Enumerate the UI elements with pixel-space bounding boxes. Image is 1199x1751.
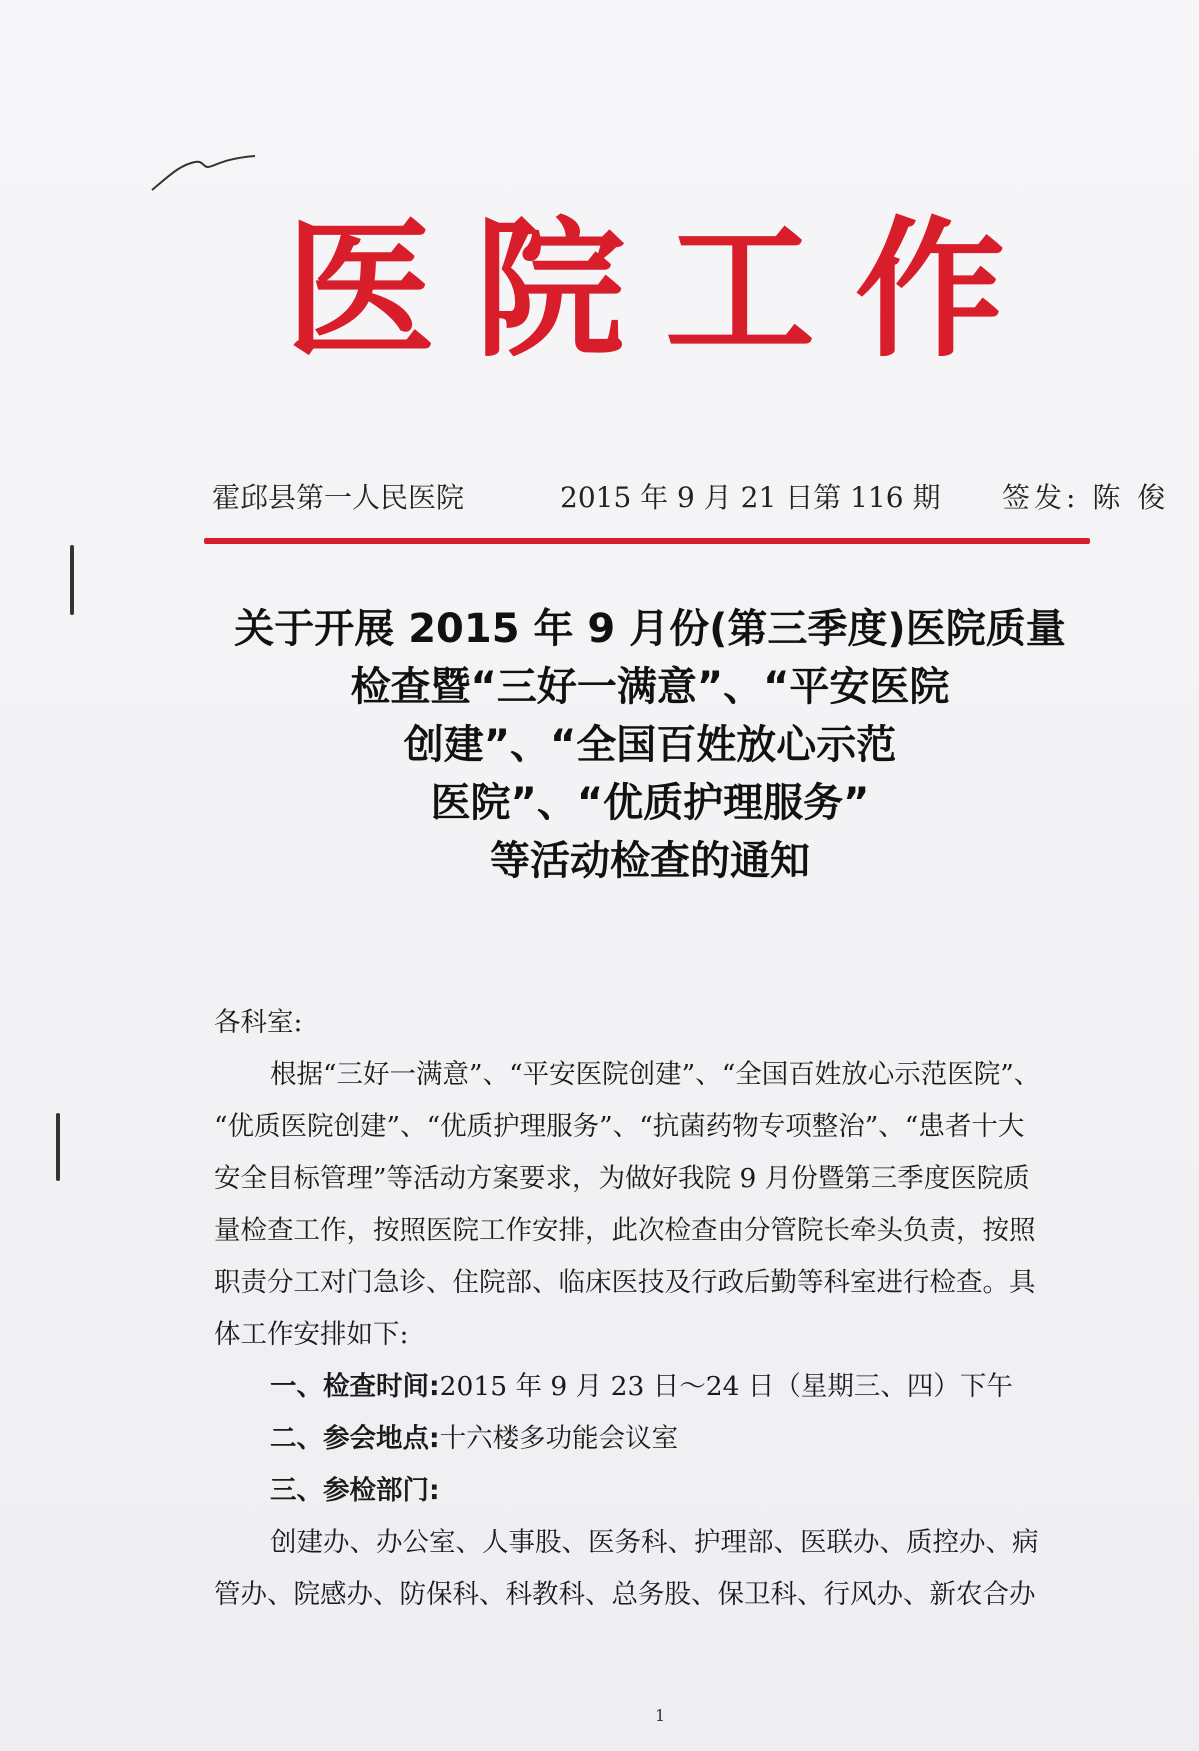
issue-date-number: 2015 年 9 月 21 日第 116 期 — [560, 481, 941, 514]
paragraph-line: 根据“三好一满意”、“平安医院创建”、“全国百姓放心示范医院”、 — [270, 1059, 1041, 1090]
item-label: 三、参检部门: — [270, 1475, 440, 1506]
salutation: 各科室: — [214, 1007, 303, 1038]
paragraph-line: 量检查工作，按照医院工作安排，此次检查由分管院长牵头负责，按照 — [214, 1215, 1036, 1246]
item-venue — [214, 1413, 1104, 1465]
item-check-time — [214, 1361, 1104, 1413]
departments-line: 创建办、办公室、人事股、医务科、护理部、医联办、质控办、病 — [270, 1527, 1039, 1558]
red-divider — [204, 538, 1090, 544]
notice-title-line: 关于开展 2015 年 9 月份(第三季度)医院质量 — [234, 606, 1066, 652]
pen-mark-icon — [150, 150, 260, 195]
paragraph-line: 安全目标管理”等活动方案要求，为做好我院 9 月份暨第三季度医院质 — [214, 1163, 1030, 1194]
notice-title-line: 创建”、“全国百姓放心示范 — [403, 722, 897, 768]
departments-line: 管办、院感办、防保科、科教科、总务股、保卫科、行风办、新农合办 — [214, 1579, 1036, 1610]
paragraph-line: “优质医院创建”、“优质护理服务”、“抗菌药物专项整治”、“患者十大 — [214, 1111, 1025, 1142]
notice-title — [190, 600, 1110, 890]
item-value: 2015 年 9 月 23 日～24 日（星期三、四）下午 — [439, 1371, 1013, 1402]
issue-meta-row — [212, 476, 1170, 516]
item-label: 一、检查时间: — [270, 1371, 440, 1402]
organization-name: 霍邱县第一人民医院 — [212, 481, 465, 514]
paragraph-line: 职责分工对门急诊、住院部、临床医技及行政后勤等科室进行检查。具 — [214, 1267, 1036, 1298]
notice-title-line: 医院”、“优质护理服务” — [430, 780, 870, 826]
item-value: 十六楼多功能会议室 — [439, 1423, 679, 1454]
notice-title-line: 等活动检查的通知 — [490, 838, 810, 884]
signer: 签发: 陈 俊 — [1002, 481, 1170, 514]
notice-body — [214, 997, 1104, 1621]
staple-mark-top — [70, 545, 74, 615]
item-label: 二、参会地点: — [270, 1423, 440, 1454]
page-number: 1 — [655, 1706, 666, 1725]
masthead-title: 医院工作 — [285, 202, 1046, 378]
notice-title-line: 检查暨“三好一满意”、“平安医院 — [350, 664, 950, 710]
paragraph-line: 体工作安排如下: — [214, 1319, 409, 1350]
item-departments — [214, 1465, 1104, 1517]
staple-mark-bottom — [56, 1113, 60, 1181]
